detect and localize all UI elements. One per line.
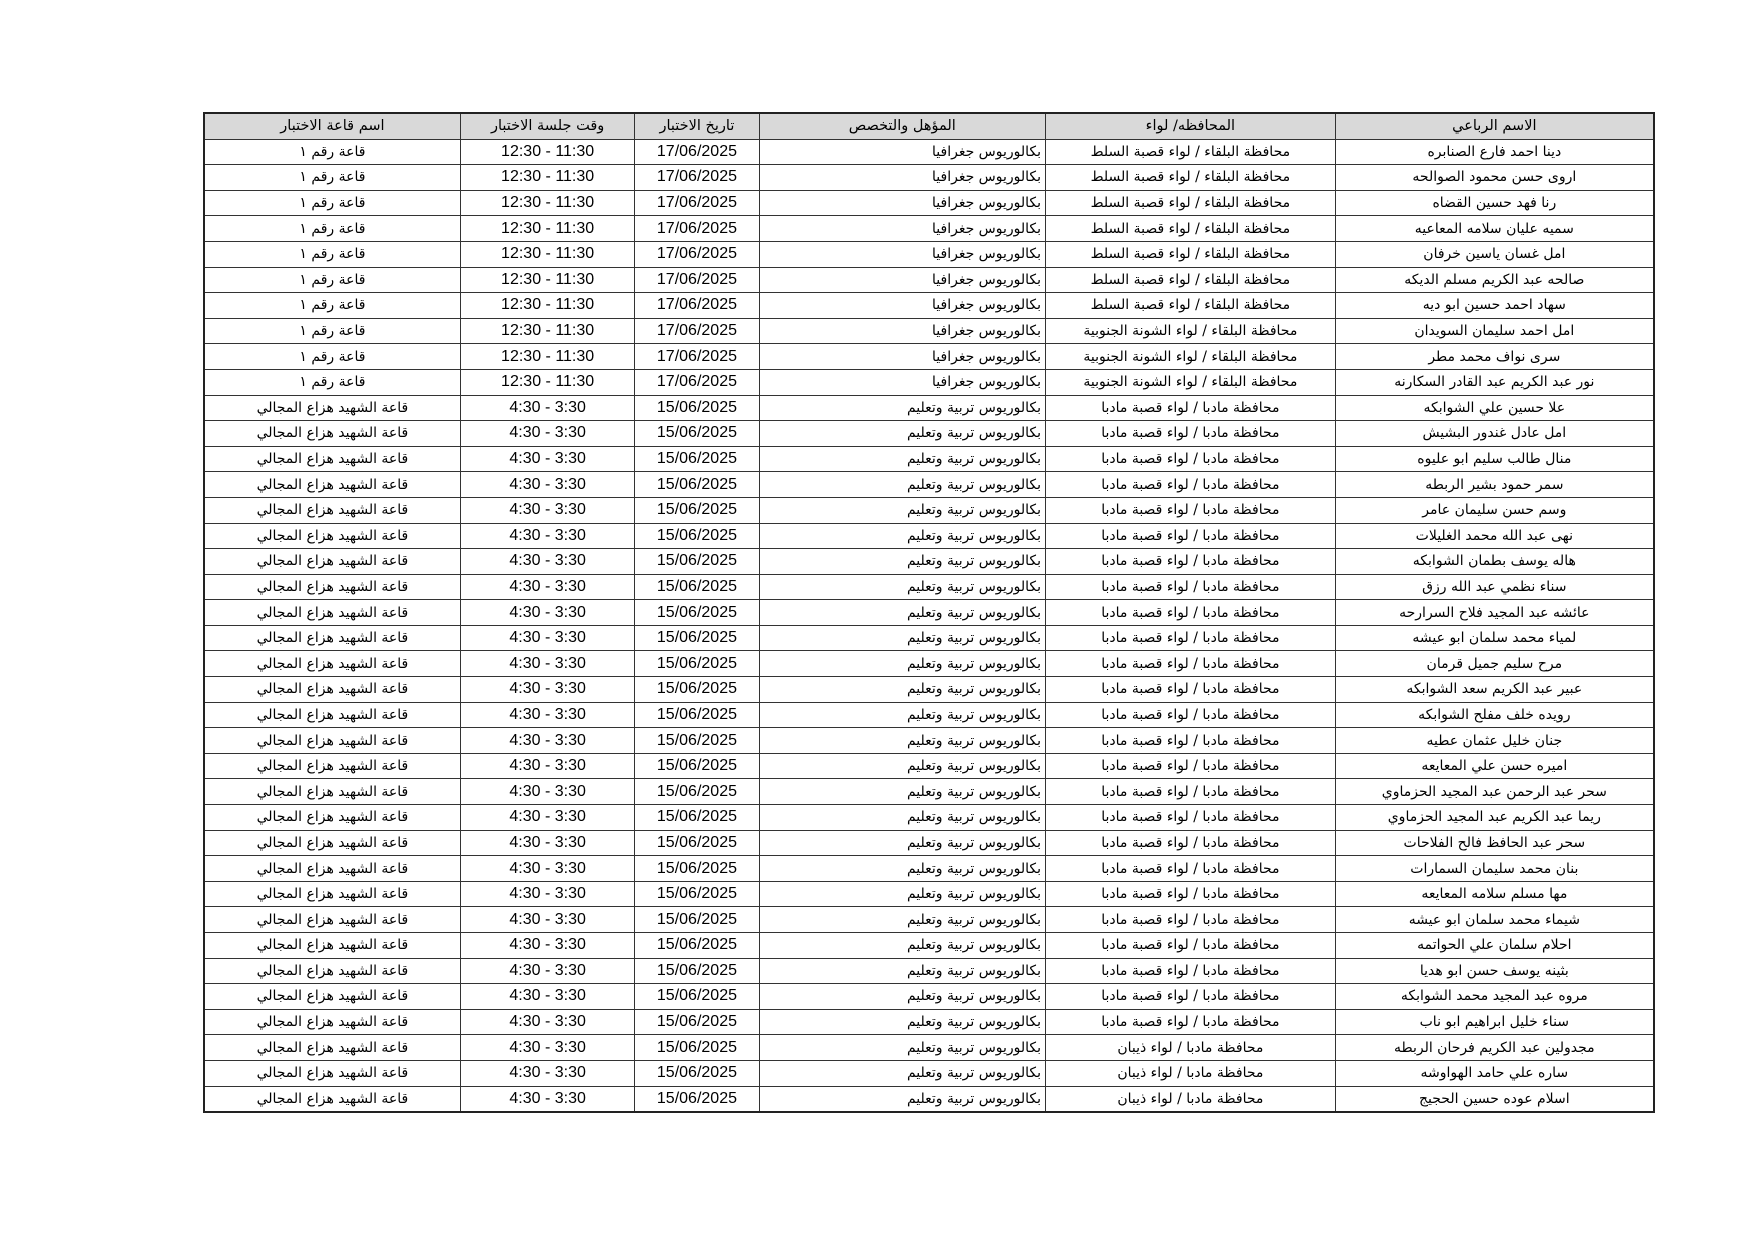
cell-governorate: محافظة مادبا / لواء ذيبان xyxy=(1046,1060,1336,1086)
cell-name: اسلام عوده حسين الحجيج xyxy=(1335,1086,1654,1112)
cell-date: 15/06/2025 xyxy=(635,421,759,447)
cell-governorate: محافظة مادبا / لواء قصبة مادبا xyxy=(1046,1009,1336,1035)
cell-qualification: بكالوريوس جغرافيا xyxy=(759,344,1046,370)
cell-qualification: بكالوريوس جغرافيا xyxy=(759,318,1046,344)
cell-governorate: محافظة مادبا / لواء قصبة مادبا xyxy=(1046,574,1336,600)
cell-time: 3:30 - 4:30 xyxy=(460,856,635,882)
cell-governorate: محافظة البلقاء / لواء قصبة السلط xyxy=(1046,216,1336,242)
cell-governorate: محافظة مادبا / لواء قصبة مادبا xyxy=(1046,677,1336,703)
cell-date: 15/06/2025 xyxy=(635,907,759,933)
cell-name: بثينه يوسف حسن ابو هديا xyxy=(1335,958,1654,984)
table-row xyxy=(204,165,1654,191)
cell-date: 15/06/2025 xyxy=(635,651,759,677)
cell-governorate: محافظة البلقاء / لواء الشونة الجنوبية xyxy=(1046,344,1336,370)
cell-governorate: محافظة البلقاء / لواء قصبة السلط xyxy=(1046,190,1336,216)
cell-date: 15/06/2025 xyxy=(635,523,759,549)
cell-time: 11:30 - 12:30 xyxy=(460,216,635,242)
cell-time: 3:30 - 4:30 xyxy=(460,753,635,779)
cell-qualification: بكالوريوس جغرافيا xyxy=(759,369,1046,395)
cell-name: سحر عبد الحافظ فالح الفلاحات xyxy=(1335,830,1654,856)
cell-qualification: بكالوريوس تربية وتعليم xyxy=(759,753,1046,779)
cell-hall: قاعة الشهيد هزاع المجالي xyxy=(204,549,460,575)
cell-hall: قاعة الشهيد هزاع المجالي xyxy=(204,574,460,600)
cell-date: 15/06/2025 xyxy=(635,805,759,831)
cell-hall: قاعة الشهيد هزاع المجالي xyxy=(204,753,460,779)
cell-date: 17/06/2025 xyxy=(635,344,759,370)
cell-hall: قاعة رقم ١ xyxy=(204,216,460,242)
cell-date: 15/06/2025 xyxy=(635,1060,759,1086)
cell-date: 15/06/2025 xyxy=(635,1035,759,1061)
cell-hall: قاعة رقم ١ xyxy=(204,241,460,267)
cell-date: 15/06/2025 xyxy=(635,472,759,498)
cell-date: 15/06/2025 xyxy=(635,677,759,703)
cell-governorate: محافظة مادبا / لواء قصبة مادبا xyxy=(1046,472,1336,498)
cell-hall: قاعة الشهيد هزاع المجالي xyxy=(204,1035,460,1061)
cell-qualification: بكالوريوس تربية وتعليم xyxy=(759,1060,1046,1086)
table-row xyxy=(204,446,1654,472)
cell-date: 15/06/2025 xyxy=(635,549,759,575)
table-row xyxy=(204,369,1654,395)
cell-date: 17/06/2025 xyxy=(635,241,759,267)
cell-time: 3:30 - 4:30 xyxy=(460,446,635,472)
cell-qualification: بكالوريوس تربية وتعليم xyxy=(759,805,1046,831)
cell-time: 3:30 - 4:30 xyxy=(460,472,635,498)
cell-hall: قاعة الشهيد هزاع المجالي xyxy=(204,856,460,882)
cell-governorate: محافظة مادبا / لواء قصبة مادبا xyxy=(1046,549,1336,575)
cell-governorate: محافظة مادبا / لواء قصبة مادبا xyxy=(1046,881,1336,907)
cell-time: 11:30 - 12:30 xyxy=(460,165,635,191)
cell-qualification: بكالوريوس تربية وتعليم xyxy=(759,856,1046,882)
cell-time: 3:30 - 4:30 xyxy=(460,1009,635,1035)
table-row xyxy=(204,830,1654,856)
cell-governorate: محافظة مادبا / لواء قصبة مادبا xyxy=(1046,856,1336,882)
cell-date: 17/06/2025 xyxy=(635,293,759,319)
cell-name: سحر عبد الرحمن عبد المجيد الحزماوي xyxy=(1335,779,1654,805)
cell-time: 3:30 - 4:30 xyxy=(460,958,635,984)
cell-date: 15/06/2025 xyxy=(635,958,759,984)
cell-time: 3:30 - 4:30 xyxy=(460,1060,635,1086)
cell-date: 15/06/2025 xyxy=(635,395,759,421)
cell-date: 15/06/2025 xyxy=(635,497,759,523)
cell-governorate: محافظة مادبا / لواء قصبة مادبا xyxy=(1046,984,1336,1010)
cell-qualification: بكالوريوس تربية وتعليم xyxy=(759,907,1046,933)
cell-hall: قاعة رقم ١ xyxy=(204,165,460,191)
cell-hall: قاعة الشهيد هزاع المجالي xyxy=(204,881,460,907)
cell-hall: قاعة الشهيد هزاع المجالي xyxy=(204,779,460,805)
table-row xyxy=(204,933,1654,959)
cell-qualification: بكالوريوس تربية وتعليم xyxy=(759,958,1046,984)
table-row xyxy=(204,702,1654,728)
table-row xyxy=(204,651,1654,677)
table-row xyxy=(204,267,1654,293)
cell-time: 3:30 - 4:30 xyxy=(460,677,635,703)
cell-hall: قاعة رقم ١ xyxy=(204,267,460,293)
cell-qualification: بكالوريوس جغرافيا xyxy=(759,241,1046,267)
table-row xyxy=(204,318,1654,344)
cell-qualification: بكالوريوس تربية وتعليم xyxy=(759,421,1046,447)
cell-time: 3:30 - 4:30 xyxy=(460,779,635,805)
cell-hall: قاعة الشهيد هزاع المجالي xyxy=(204,702,460,728)
table-row xyxy=(204,523,1654,549)
cell-qualification: بكالوريوس جغرافيا xyxy=(759,190,1046,216)
table-row xyxy=(204,344,1654,370)
cell-name: مروه عبد المجيد محمد الشوابكه xyxy=(1335,984,1654,1010)
cell-name: سناء نظمي عبد الله رزق xyxy=(1335,574,1654,600)
table-row xyxy=(204,395,1654,421)
header-qualification: المؤهل والتخصص xyxy=(759,113,1046,139)
cell-date: 17/06/2025 xyxy=(635,318,759,344)
cell-name: صالحه عبد الكريم مسلم الديكه xyxy=(1335,267,1654,293)
cell-qualification: بكالوريوس جغرافيا xyxy=(759,139,1046,165)
cell-hall: قاعة الشهيد هزاع المجالي xyxy=(204,933,460,959)
cell-governorate: محافظة مادبا / لواء قصبة مادبا xyxy=(1046,600,1336,626)
cell-name: لمياء محمد سلمان ابو عيشه xyxy=(1335,625,1654,651)
cell-governorate: محافظة البلقاء / لواء الشونة الجنوبية xyxy=(1046,318,1336,344)
cell-name: مرح سليم جميل قرمان xyxy=(1335,651,1654,677)
cell-time: 11:30 - 12:30 xyxy=(460,293,635,319)
cell-date: 15/06/2025 xyxy=(635,625,759,651)
cell-name: نور عبد الكريم عبد القادر السكارنه xyxy=(1335,369,1654,395)
cell-time: 3:30 - 4:30 xyxy=(460,625,635,651)
cell-governorate: محافظة مادبا / لواء قصبة مادبا xyxy=(1046,779,1336,805)
header-row xyxy=(204,113,1654,139)
header-hall: اسم قاعة الاختبار xyxy=(204,113,460,139)
cell-name: هاله يوسف بطمان الشوابكه xyxy=(1335,549,1654,575)
cell-name: دينا احمد فارع الصنابره xyxy=(1335,139,1654,165)
cell-qualification: بكالوريوس تربية وتعليم xyxy=(759,779,1046,805)
cell-qualification: بكالوريوس تربية وتعليم xyxy=(759,1035,1046,1061)
cell-time: 11:30 - 12:30 xyxy=(460,241,635,267)
table-row xyxy=(204,472,1654,498)
cell-date: 15/06/2025 xyxy=(635,830,759,856)
cell-governorate: محافظة مادبا / لواء ذيبان xyxy=(1046,1035,1336,1061)
cell-governorate: محافظة مادبا / لواء قصبة مادبا xyxy=(1046,830,1336,856)
cell-hall: قاعة الشهيد هزاع المجالي xyxy=(204,728,460,754)
cell-governorate: محافظة البلقاء / لواء قصبة السلط xyxy=(1046,293,1336,319)
table-row xyxy=(204,600,1654,626)
cell-qualification: بكالوريوس تربية وتعليم xyxy=(759,651,1046,677)
table-body xyxy=(204,139,1654,1112)
cell-governorate: محافظة مادبا / لواء قصبة مادبا xyxy=(1046,523,1336,549)
cell-governorate: محافظة مادبا / لواء ذيبان xyxy=(1046,1086,1336,1112)
cell-name: سرى نواف محمد مطر xyxy=(1335,344,1654,370)
cell-date: 15/06/2025 xyxy=(635,600,759,626)
cell-time: 3:30 - 4:30 xyxy=(460,728,635,754)
cell-qualification: بكالوريوس تربية وتعليم xyxy=(759,881,1046,907)
cell-hall: قاعة رقم ١ xyxy=(204,190,460,216)
cell-qualification: بكالوريوس تربية وتعليم xyxy=(759,677,1046,703)
cell-governorate: محافظة مادبا / لواء قصبة مادبا xyxy=(1046,753,1336,779)
cell-time: 3:30 - 4:30 xyxy=(460,523,635,549)
table-row xyxy=(204,421,1654,447)
table-row xyxy=(204,728,1654,754)
cell-time: 3:30 - 4:30 xyxy=(460,1035,635,1061)
cell-time: 11:30 - 12:30 xyxy=(460,139,635,165)
table-row xyxy=(204,1009,1654,1035)
cell-date: 15/06/2025 xyxy=(635,574,759,600)
table-row xyxy=(204,190,1654,216)
cell-date: 17/06/2025 xyxy=(635,216,759,242)
cell-name: ساره علي حامد الهواوشه xyxy=(1335,1060,1654,1086)
cell-qualification: بكالوريوس جغرافيا xyxy=(759,165,1046,191)
cell-qualification: بكالوريوس تربية وتعليم xyxy=(759,984,1046,1010)
cell-time: 3:30 - 4:30 xyxy=(460,651,635,677)
cell-qualification: بكالوريوس تربية وتعليم xyxy=(759,702,1046,728)
cell-time: 3:30 - 4:30 xyxy=(460,702,635,728)
cell-qualification: بكالوريوس تربية وتعليم xyxy=(759,625,1046,651)
table-row xyxy=(204,241,1654,267)
table-row xyxy=(204,1086,1654,1112)
cell-date: 15/06/2025 xyxy=(635,856,759,882)
cell-governorate: محافظة مادبا / لواء قصبة مادبا xyxy=(1046,651,1336,677)
cell-time: 3:30 - 4:30 xyxy=(460,933,635,959)
cell-qualification: بكالوريوس جغرافيا xyxy=(759,267,1046,293)
cell-hall: قاعة رقم ١ xyxy=(204,139,460,165)
cell-hall: قاعة الشهيد هزاع المجالي xyxy=(204,600,460,626)
cell-hall: قاعة رقم ١ xyxy=(204,293,460,319)
cell-governorate: محافظة البلقاء / لواء قصبة السلط xyxy=(1046,267,1336,293)
cell-name: علا حسين علي الشوابكه xyxy=(1335,395,1654,421)
cell-governorate: محافظة البلقاء / لواء قصبة السلط xyxy=(1046,139,1336,165)
table-row xyxy=(204,805,1654,831)
cell-hall: قاعة الشهيد هزاع المجالي xyxy=(204,907,460,933)
cell-date: 17/06/2025 xyxy=(635,139,759,165)
cell-name: اروى حسن محمود الصوالحه xyxy=(1335,165,1654,191)
header-time: وقت جلسة الاختبار xyxy=(460,113,635,139)
cell-date: 15/06/2025 xyxy=(635,1086,759,1112)
cell-hall: قاعة الشهيد هزاع المجالي xyxy=(204,984,460,1010)
table-row xyxy=(204,881,1654,907)
cell-name: شيماء محمد سلمان ابو عيشه xyxy=(1335,907,1654,933)
cell-name: نهى عبد الله محمد الغليلات xyxy=(1335,523,1654,549)
cell-time: 3:30 - 4:30 xyxy=(460,574,635,600)
cell-governorate: محافظة البلقاء / لواء قصبة السلط xyxy=(1046,165,1336,191)
table-row xyxy=(204,677,1654,703)
table-row xyxy=(204,1060,1654,1086)
table-row xyxy=(204,1035,1654,1061)
cell-governorate: محافظة مادبا / لواء قصبة مادبا xyxy=(1046,958,1336,984)
cell-governorate: محافظة مادبا / لواء قصبة مادبا xyxy=(1046,728,1336,754)
cell-governorate: محافظة مادبا / لواء قصبة مادبا xyxy=(1046,805,1336,831)
cell-time: 3:30 - 4:30 xyxy=(460,805,635,831)
header-date: تاريخ الاختبار xyxy=(635,113,759,139)
cell-name: رنا فهد حسين القضاه xyxy=(1335,190,1654,216)
cell-time: 3:30 - 4:30 xyxy=(460,421,635,447)
cell-hall: قاعة الشهيد هزاع المجالي xyxy=(204,805,460,831)
cell-time: 3:30 - 4:30 xyxy=(460,830,635,856)
cell-governorate: محافظة مادبا / لواء قصبة مادبا xyxy=(1046,625,1336,651)
table-row xyxy=(204,625,1654,651)
cell-hall: قاعة الشهيد هزاع المجالي xyxy=(204,625,460,651)
cell-qualification: بكالوريوس تربية وتعليم xyxy=(759,446,1046,472)
cell-governorate: محافظة مادبا / لواء قصبة مادبا xyxy=(1046,933,1336,959)
cell-date: 15/06/2025 xyxy=(635,702,759,728)
cell-governorate: محافظة مادبا / لواء قصبة مادبا xyxy=(1046,395,1336,421)
cell-time: 11:30 - 12:30 xyxy=(460,318,635,344)
cell-date: 17/06/2025 xyxy=(635,369,759,395)
cell-name: سهاد احمد حسين ابو ديه xyxy=(1335,293,1654,319)
cell-hall: قاعة الشهيد هزاع المجالي xyxy=(204,1009,460,1035)
cell-name: سمر حمود بشير الربطه xyxy=(1335,472,1654,498)
cell-qualification: بكالوريوس تربية وتعليم xyxy=(759,1009,1046,1035)
cell-time: 3:30 - 4:30 xyxy=(460,600,635,626)
cell-time: 3:30 - 4:30 xyxy=(460,1086,635,1112)
table-row xyxy=(204,574,1654,600)
cell-name: سناء خليل ابراهيم ابو ناب xyxy=(1335,1009,1654,1035)
table-row xyxy=(204,753,1654,779)
cell-hall: قاعة الشهيد هزاع المجالي xyxy=(204,446,460,472)
cell-qualification: بكالوريوس تربية وتعليم xyxy=(759,728,1046,754)
cell-hall: قاعة الشهيد هزاع المجالي xyxy=(204,523,460,549)
cell-qualification: بكالوريوس تربية وتعليم xyxy=(759,395,1046,421)
cell-time: 3:30 - 4:30 xyxy=(460,395,635,421)
cell-time: 11:30 - 12:30 xyxy=(460,369,635,395)
cell-date: 15/06/2025 xyxy=(635,984,759,1010)
cell-governorate: محافظة البلقاء / لواء قصبة السلط xyxy=(1046,241,1336,267)
cell-qualification: بكالوريوس جغرافيا xyxy=(759,216,1046,242)
cell-name: منال طالب سليم ابو عليوه xyxy=(1335,446,1654,472)
cell-name: امل عادل غندور البشيش xyxy=(1335,421,1654,447)
table-row xyxy=(204,984,1654,1010)
cell-name: اميره حسن علي المعايعه xyxy=(1335,753,1654,779)
cell-hall: قاعة الشهيد هزاع المجالي xyxy=(204,1086,460,1112)
cell-time: 11:30 - 12:30 xyxy=(460,267,635,293)
cell-hall: قاعة الشهيد هزاع المجالي xyxy=(204,497,460,523)
cell-date: 17/06/2025 xyxy=(635,190,759,216)
cell-governorate: محافظة مادبا / لواء قصبة مادبا xyxy=(1046,907,1336,933)
cell-date: 17/06/2025 xyxy=(635,267,759,293)
cell-governorate: محافظة مادبا / لواء قصبة مادبا xyxy=(1046,497,1336,523)
cell-time: 3:30 - 4:30 xyxy=(460,984,635,1010)
cell-time: 3:30 - 4:30 xyxy=(460,549,635,575)
header-name: الاسم الرباعي xyxy=(1335,113,1654,139)
cell-name: امل غسان ياسين خرفان xyxy=(1335,241,1654,267)
table-row xyxy=(204,856,1654,882)
cell-name: وسم حسن سليمان عامر xyxy=(1335,497,1654,523)
cell-hall: قاعة الشهيد هزاع المجالي xyxy=(204,421,460,447)
cell-hall: قاعة رقم ١ xyxy=(204,344,460,370)
cell-time: 3:30 - 4:30 xyxy=(460,907,635,933)
cell-date: 15/06/2025 xyxy=(635,881,759,907)
cell-time: 3:30 - 4:30 xyxy=(460,497,635,523)
cell-name: جنان خليل عثمان عطيه xyxy=(1335,728,1654,754)
header-governorate: المحافظه/ لواء xyxy=(1046,113,1336,139)
cell-name: رويده خلف مفلح الشوابكه xyxy=(1335,702,1654,728)
cell-qualification: بكالوريوس تربية وتعليم xyxy=(759,1086,1046,1112)
table-row xyxy=(204,497,1654,523)
cell-date: 15/06/2025 xyxy=(635,1009,759,1035)
exam-schedule-table xyxy=(203,112,1655,1113)
cell-qualification: بكالوريوس تربية وتعليم xyxy=(759,830,1046,856)
cell-hall: قاعة الشهيد هزاع المجالي xyxy=(204,651,460,677)
cell-hall: قاعة الشهيد هزاع المجالي xyxy=(204,472,460,498)
cell-date: 15/06/2025 xyxy=(635,753,759,779)
cell-name: احلام سلمان علي الحواتمه xyxy=(1335,933,1654,959)
cell-date: 15/06/2025 xyxy=(635,728,759,754)
table-row xyxy=(204,907,1654,933)
cell-name: بنان محمد سليمان السمارات xyxy=(1335,856,1654,882)
cell-qualification: بكالوريوس تربية وتعليم xyxy=(759,497,1046,523)
cell-qualification: بكالوريوس تربية وتعليم xyxy=(759,933,1046,959)
table-row xyxy=(204,293,1654,319)
cell-qualification: بكالوريوس جغرافيا xyxy=(759,293,1046,319)
cell-qualification: بكالوريوس تربية وتعليم xyxy=(759,523,1046,549)
cell-qualification: بكالوريوس تربية وتعليم xyxy=(759,472,1046,498)
table-row xyxy=(204,216,1654,242)
cell-time: 3:30 - 4:30 xyxy=(460,881,635,907)
cell-name: ريما عبد الكريم عبد المجيد الحزماوي xyxy=(1335,805,1654,831)
cell-hall: قاعة الشهيد هزاع المجالي xyxy=(204,958,460,984)
table-row xyxy=(204,549,1654,575)
cell-hall: قاعة رقم ١ xyxy=(204,318,460,344)
cell-date: 15/06/2025 xyxy=(635,779,759,805)
cell-date: 17/06/2025 xyxy=(635,165,759,191)
cell-governorate: محافظة مادبا / لواء قصبة مادبا xyxy=(1046,702,1336,728)
cell-governorate: محافظة مادبا / لواء قصبة مادبا xyxy=(1046,421,1336,447)
cell-governorate: محافظة البلقاء / لواء الشونة الجنوبية xyxy=(1046,369,1336,395)
cell-hall: قاعة رقم ١ xyxy=(204,369,460,395)
cell-time: 11:30 - 12:30 xyxy=(460,344,635,370)
cell-hall: قاعة الشهيد هزاع المجالي xyxy=(204,830,460,856)
cell-governorate: محافظة مادبا / لواء قصبة مادبا xyxy=(1046,446,1336,472)
cell-name: عائشه عبد المجيد فلاح السرارحه xyxy=(1335,600,1654,626)
cell-name: مها مسلم سلامه المعايعه xyxy=(1335,881,1654,907)
cell-hall: قاعة الشهيد هزاع المجالي xyxy=(204,395,460,421)
table-row xyxy=(204,958,1654,984)
cell-hall: قاعة الشهيد هزاع المجالي xyxy=(204,1060,460,1086)
cell-date: 15/06/2025 xyxy=(635,446,759,472)
table-row xyxy=(204,779,1654,805)
cell-name: مجدولين عبد الكريم فرحان الربطه xyxy=(1335,1035,1654,1061)
table-row xyxy=(204,139,1654,165)
cell-qualification: بكالوريوس تربية وتعليم xyxy=(759,600,1046,626)
cell-name: سميه عليان سلامه المعاعيه xyxy=(1335,216,1654,242)
cell-qualification: بكالوريوس تربية وتعليم xyxy=(759,549,1046,575)
cell-hall: قاعة الشهيد هزاع المجالي xyxy=(204,677,460,703)
cell-name: امل احمد سليمان السويدان xyxy=(1335,318,1654,344)
cell-date: 15/06/2025 xyxy=(635,933,759,959)
cell-name: عبير عبد الكريم سعد الشوابكه xyxy=(1335,677,1654,703)
cell-qualification: بكالوريوس تربية وتعليم xyxy=(759,574,1046,600)
cell-time: 11:30 - 12:30 xyxy=(460,190,635,216)
